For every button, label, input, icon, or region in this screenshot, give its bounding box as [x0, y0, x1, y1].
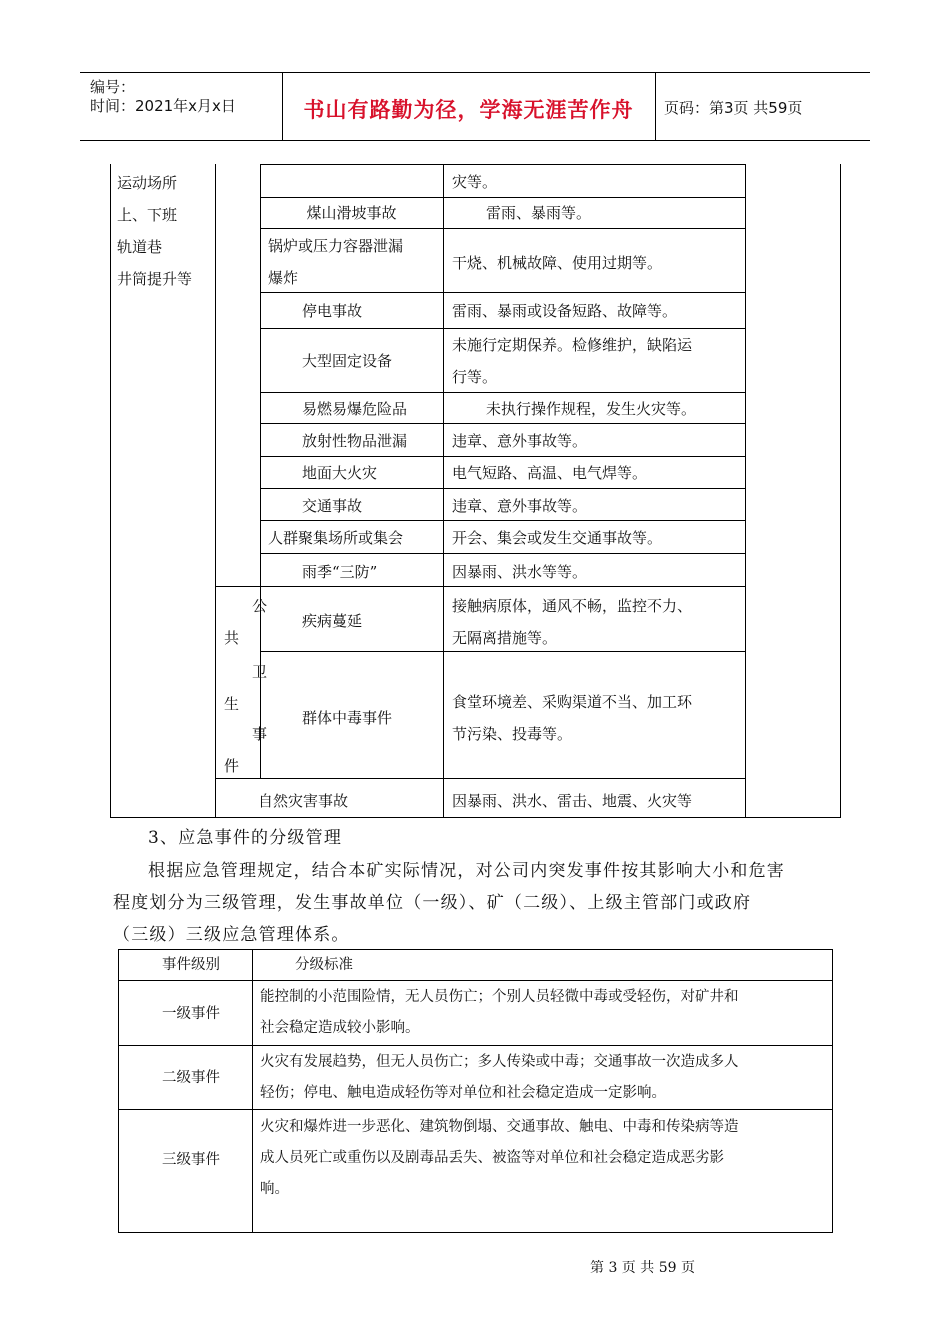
cause-row-5-line1: 未施行定期保养。检修维护，缺陷运 [452, 336, 693, 354]
document-date: 时间：2021年x月x日 [90, 97, 236, 115]
location-label-2: 上、下班 [117, 206, 178, 224]
event-natural-disaster: 自然灾害事故 [258, 792, 349, 810]
section-heading: 3、应急事件的分级管理 [148, 828, 343, 848]
event-row-5: 大型固定设备 [302, 352, 393, 370]
cause-poisoning-line2: 节污染、投毒等。 [452, 725, 573, 743]
location-label-3: 轨道巷 [117, 238, 163, 256]
level-1: 一级事件 [162, 1006, 220, 1022]
cause-row-1: 灾等。 [452, 173, 498, 191]
public-health-char-3: 卫 [252, 663, 268, 681]
cause-row-5-line2: 行等。 [452, 368, 498, 386]
event-row-7: 放射性物品泄漏 [302, 432, 408, 450]
cause-poisoning-line1: 食堂环境差、采购渠道不当、加工环 [452, 693, 693, 711]
page-info: 页码：第3页 共59页 [664, 99, 803, 117]
cause-row-7: 违章、意外事故等。 [452, 432, 588, 450]
cause-natural-disaster: 因暴雨、洪水、雷击、地震、火灾等 [452, 792, 693, 810]
standard-2-line2: 轻伤；停电、触电造成轻伤等对单位和社会稳定造成一定影响。 [260, 1085, 666, 1101]
location-label-1: 运动场所 [117, 174, 178, 192]
standard-3-line2: 成人员死亡或重伤以及剧毒品丢失、被盗等对单位和社会稳定造成恶劣影 [260, 1150, 724, 1166]
location-label-4: 井筒提升等 [117, 270, 193, 288]
header-event-level: 事件级别 [162, 957, 220, 973]
event-row-10: 人群聚集场所或集会 [268, 529, 404, 547]
event-group-poisoning: 群体中毒事件 [302, 709, 393, 727]
cause-row-8: 电气短路、高温、电气焊等。 [452, 464, 648, 482]
event-row-6: 易燃易爆危险品 [302, 400, 408, 418]
event-disease-spread: 疾病蔓延 [302, 612, 363, 630]
standard-3-line1: 火灾和爆炸进一步恶化、建筑物倒塌、交通事故、触电、中毒和传染病等造 [260, 1119, 739, 1135]
document-number-label: 编号： [90, 78, 136, 96]
paragraph-line-2: 程度划分为三级管理，发生事故单位（一级）、矿（二级）、上级主管部门或政府 [113, 893, 752, 913]
public-health-char-6: 件 [224, 757, 240, 775]
cause-row-2: 雷雨、暴雨等。 [486, 204, 592, 222]
event-row-3-line2: 爆炸 [268, 269, 299, 287]
paragraph-line-3: （三级）三级应急管理体系。 [113, 925, 350, 945]
standard-1-line1: 能控制的小范围险情，无人员伤亡；个别人员轻微中毒或受轻伤，对矿井和 [260, 989, 739, 1005]
level-3: 三级事件 [162, 1152, 220, 1168]
cause-row-9: 违章、意外事故等。 [452, 497, 588, 515]
event-row-8: 地面大火灾 [302, 464, 378, 482]
public-health-char-2: 共 [224, 629, 240, 647]
public-health-char-1: 公 [252, 597, 268, 615]
header-motto: 书山有路勤为径，学海无涯苦作舟 [303, 97, 634, 122]
event-row-9: 交通事故 [302, 497, 363, 515]
cause-row-3: 干烧、机械故障、使用过期等。 [452, 254, 663, 272]
cause-row-10: 开会、集会或发生交通事故等。 [452, 529, 663, 547]
cause-row-4: 雷雨、暴雨或设备短路、故障等。 [452, 302, 678, 320]
public-health-char-5: 事 [252, 725, 268, 743]
cause-disease-line2: 无隔离措施等。 [452, 629, 558, 647]
event-row-4: 停电事故 [302, 302, 363, 320]
event-row-2: 煤山滑坡事故 [306, 204, 397, 222]
cause-row-11: 因暴雨、洪水等等。 [452, 563, 588, 581]
standard-3-line3: 响。 [260, 1181, 289, 1197]
public-health-char-4: 生 [224, 695, 240, 713]
footer-page-number: 第 3 页 共 59 页 [590, 1260, 695, 1276]
event-row-3-line1: 锅炉或压力容器泄漏 [268, 237, 404, 255]
cause-row-6: 未执行操作规程，发生火灾等。 [486, 400, 697, 418]
event-row-11: 雨季“三防” [302, 563, 378, 581]
standard-2-line1: 火灾有发展趋势，但无人员伤亡；多人传染或中毒；交通事故一次造成多人 [260, 1054, 739, 1070]
header-grading-standard: 分级标准 [295, 957, 353, 973]
paragraph-line-1: 根据应急管理规定，结合本矿实际情况，对公司内突发事件按其影响大小和危害 [148, 861, 785, 881]
standard-1-line2: 社会稳定造成较小影响。 [260, 1020, 420, 1036]
cause-disease-line1: 接触病原体，通风不畅，监控不力、 [452, 597, 693, 615]
level-2: 二级事件 [162, 1070, 220, 1086]
